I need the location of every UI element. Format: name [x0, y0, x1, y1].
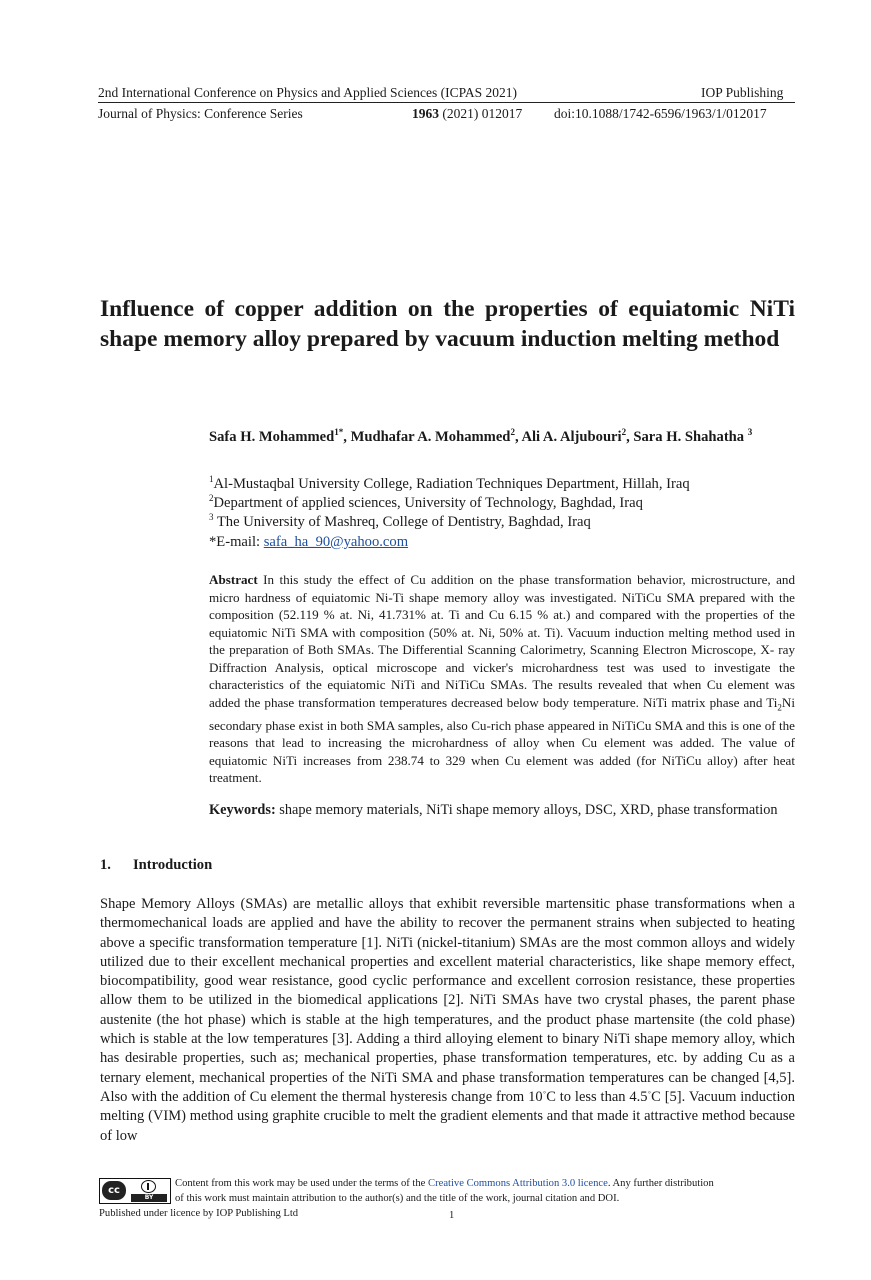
keywords: Keywords: shape memory materials, NiTi shape memory alloys, DSC, XRD, phase transformation [209, 802, 778, 818]
cc-by-license-icon[interactable] [99, 1178, 171, 1204]
author-4: Sara H. Shahatha $^3$ [633, 427, 753, 445]
author-1: Safa H. Mohammed$^{1*}$, [209, 427, 351, 445]
introduction-paragraph: Shape Memory Alloys (SMAs) are metallic alloys that exhibit reversible martensitic phase transformations when a thermomechanical loads are applied and have the ability to recover the permanent strains when subjected to heating above a specific transformation temperature [1]. NiTi (nickel-titanium) SMAs are the most common alloys and widely utilized due to their excellent mechanical properties and excellent material characteristics, like shape memory effect, biocompatibility, good wear resistance, good cyclic performance and excellent corrosion resistance, these properties allow them to be utilized in the biomedical applications [2]. NiTi SMAs have two crystal phases, the parent phase austenite (the hot phase) which is stable at the high temperatures, and the product phase martensite (the cold phase) which is stable at the low temperatures [3]. Adding a third alloying element to binary NiTi shape memory alloy, which has desirable properties, such as; mechanical properties, phase transformation temperatures, etc. by adding Cu as a ternary element, mechanical properties of the NiTi SMA and phase transformation temperatures can be changed [4,5]. Also with the addition of Cu element the thermal hysteresis change from 10◦C to less than 4.5◦C [5]. Vacuum induction melting (VIM) method using graphite crucible to melt the gradient elements and that made it attractive method because of low [100, 896, 795, 1144]
abstract-label: Abstract [209, 572, 258, 587]
by-label: BY [131, 1194, 167, 1202]
affiliation-3: $^3$ The University of Mashreq, College of Dentistry, Baghdad, Iraq [209, 512, 591, 530]
header-journal: Journal of Physics: Conference Series [98, 106, 303, 121]
header-conference: 2nd International Conference on Physics and Applied Sciences (ICPAS 2021) [98, 85, 518, 100]
cc-icon: cc [102, 1181, 126, 1200]
author-3: Ali A. Aljubouri$^2$, [521, 427, 634, 445]
header-citation [412, 106, 522, 122]
header-publisher: IOP Publishing [701, 85, 784, 100]
section-heading: 1. Introduction [100, 857, 213, 873]
license-line-1: Content from this work may be used under the terms of the Creative Commons Attribution 3.0 licence. Any further distribution [175, 1178, 714, 1189]
author-list [209, 428, 795, 446]
header-doi: doi:10.1088/1742-6596/1963/1/012017 [554, 106, 767, 121]
header-year-article: (2021) 012017 [442, 106, 523, 121]
abstract: Abstract In this study the effect of Cu addition on the phase transformation behavior, microstructure, and micro hardness of equiatomic Ni-Ti shape memory alloy was investigated. NiTiCu SMA prepared with the composition (52.119 % at. Ni, 41.731% at. Ti and Cu 6.15 % at.) and compared with the properties of the equiatomic NiTi SMA with composition (50% at. Ni, 50% at. Ti). Vacuum induction melting method used in the preparation of Both SMAs. The Differential Scanning Calorimetry, Scanning Electron Microscope, X- ray Diffraction Analysis, optical microscope and vicker's microhardness test was used to investigate the characteristics of the equiatomic NiTi and NiTiCu SMAs. The results revealed that when Cu element was added the phase transformation temperatures decreased below body temperature. NiTi matrix phase and $Ti_2Ni$ secondary phase exist in both SMA samples, also Cu-rich phase appeared in NiTiCu SMA and this is one of the reasons that lead to increasing the microhardness of alloy when Cu element was added. The value of equiatomic NiTi increases from 238.74 to 329 when Cu element was added (for NiTiCu alloy) after heat treatment. [209, 572, 795, 786]
header-volume: 1963 [412, 106, 439, 121]
header-rule [98, 102, 795, 103]
license-line-2: of this work must maintain attribution to the author(s) and the title of the work, journal citation and DOI. [175, 1193, 620, 1204]
page-number: 1 [449, 1210, 455, 1221]
attribution-person-icon [141, 1180, 156, 1193]
affiliation-1: $^1$Al-Mustaqbal University College, Radiation Techniques Department, Hillah, Iraq [209, 474, 690, 492]
keywords-label: Keywords: [209, 802, 276, 818]
published-under-licence: Published under licence by IOP Publishing Ltd [99, 1208, 299, 1219]
by-icon [129, 1180, 169, 1201]
author-2: Mudhafar A. Mohammed$^2$, [350, 427, 522, 445]
email-link[interactable]: safa_ha_90@yahoo.com [263, 534, 409, 550]
email-line: *E-mail: safa_ha_90@yahoo.com [209, 534, 409, 550]
license-link[interactable]: Creative Commons Attribution 3.0 licence [428, 1178, 608, 1189]
paper-title: Influence of copper addition on the properties of equiatomic NiTi shape memory alloy prepared by vacuum induction melting method [100, 296, 795, 352]
affiliation-2: $^2$Department of applied sciences, University of Technology, Baghdad, Iraq [209, 493, 643, 511]
